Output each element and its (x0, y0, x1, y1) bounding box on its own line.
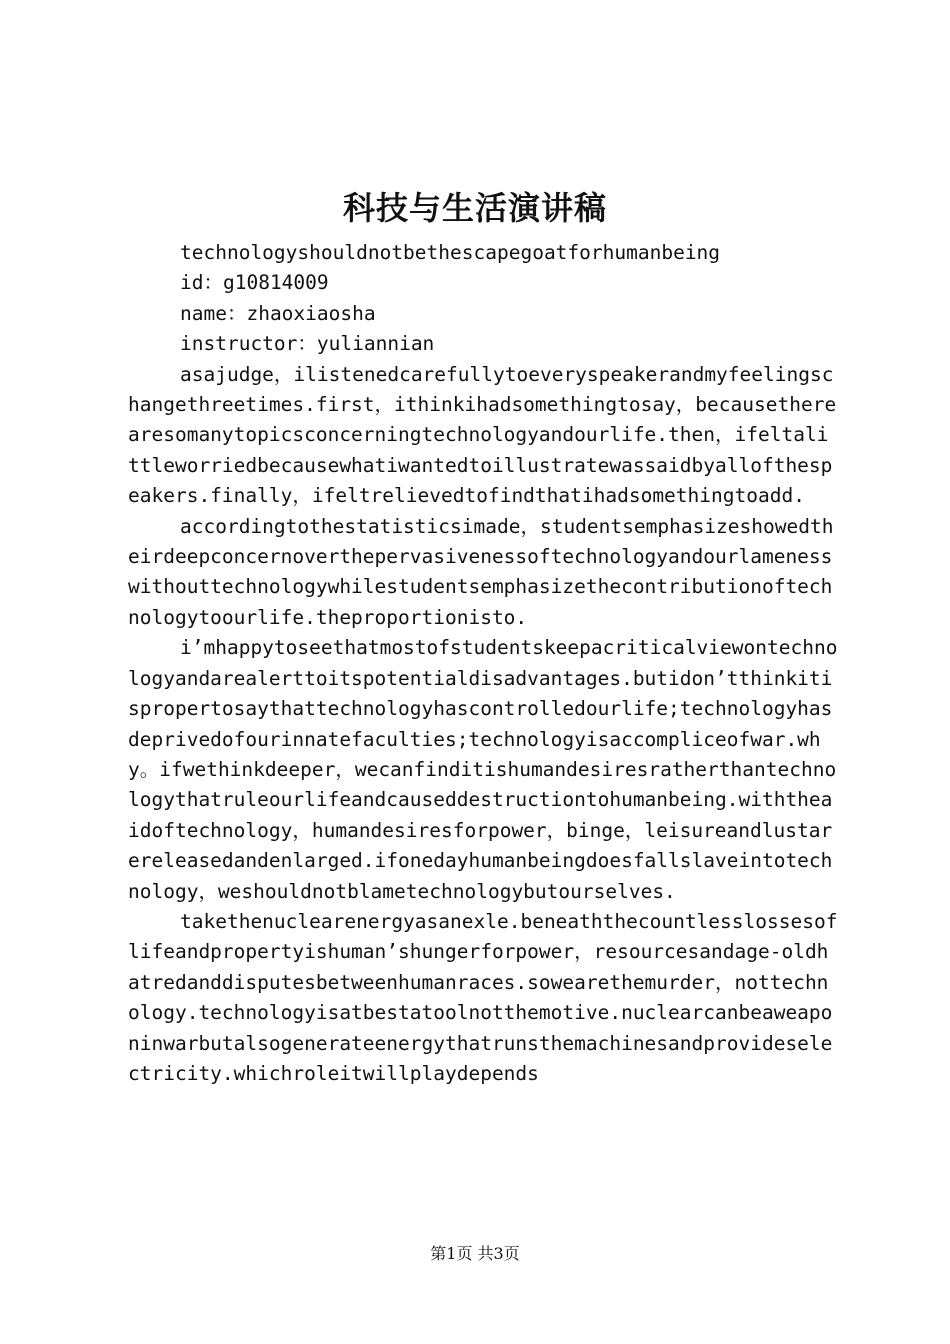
instructor-line: instructor：yuliannian (180, 332, 435, 356)
student-name-line: name：zhaoxiaosha (180, 301, 376, 325)
body-paragraph: takethenuclearenergyasanexle.beneaththecountlesslossesoflifeandpropertyishuman’shungerforpower，resourcesandage-oldhatredanddisputesbetweenhumanraces.sowearethemurder，nottechnology.technologyisatbestatoolnotthemotive.nuclearcanbeaweaponinwarbutalsogenerateenergythatrunsthemachinesandprovideselectricity.whichroleitwillplaydepends (128, 909, 838, 1085)
document-title: 科技与生活演讲稿 (342, 189, 607, 227)
page-number-footer: 第1页 共3页 (430, 1244, 520, 1263)
essay-title-line: technologyshouldnotbethescapegoatforhumanbeing (180, 241, 721, 264)
student-id-line: id：g10814009 (180, 271, 329, 295)
body-paragraph: accordingtothestatisticsimade，studentsemphasizeshowedtheirdeepconcernoverthepervasivenessoftechnologyandourlamenesswithouttechnologywhilestudentsemphasizethecontributionoftechnologytoourlife.theproportionisto. (128, 514, 834, 629)
document-body (128, 238, 838, 1089)
body-paragraph: i’mhappytoseethatmostofstudentskeepacriticalviewontechnologyandarealerttoitspotentialdisadvantages.butidon’tthinkitispropertosaythattechnologyhascontrolledourlife;technologyhasdeprivedofourinnatefaculties;technologyisaccompliceofwar.why。ifwethinkdeeper，wecanfinditishumandesiresratherthantechnologythatruleourlifeandcauseddestructiontohumanbeing.withtheaidoftechnology，humandesiresforpower，binge，leisureandlustarereleasedandenlarged.ifonedayhumanbeingdoesfallslaveintotechnology，weshouldnotblametechnologybutourselves. (128, 636, 838, 903)
body-paragraph: asajudge，ilistenedcarefullytoeveryspeakerandmyfeelingschangethreetimes.first，ithinkihadsomethingtosay，becausetherearesomanytopicsconcerningtechnologyandourlife.then，ifeltalittleworriedbecausewhatiwantedtoillustratewassaidbyallofthespeakers.finally，ifeltrelievedtofindthatihadsomethingtoadd. (128, 362, 837, 508)
